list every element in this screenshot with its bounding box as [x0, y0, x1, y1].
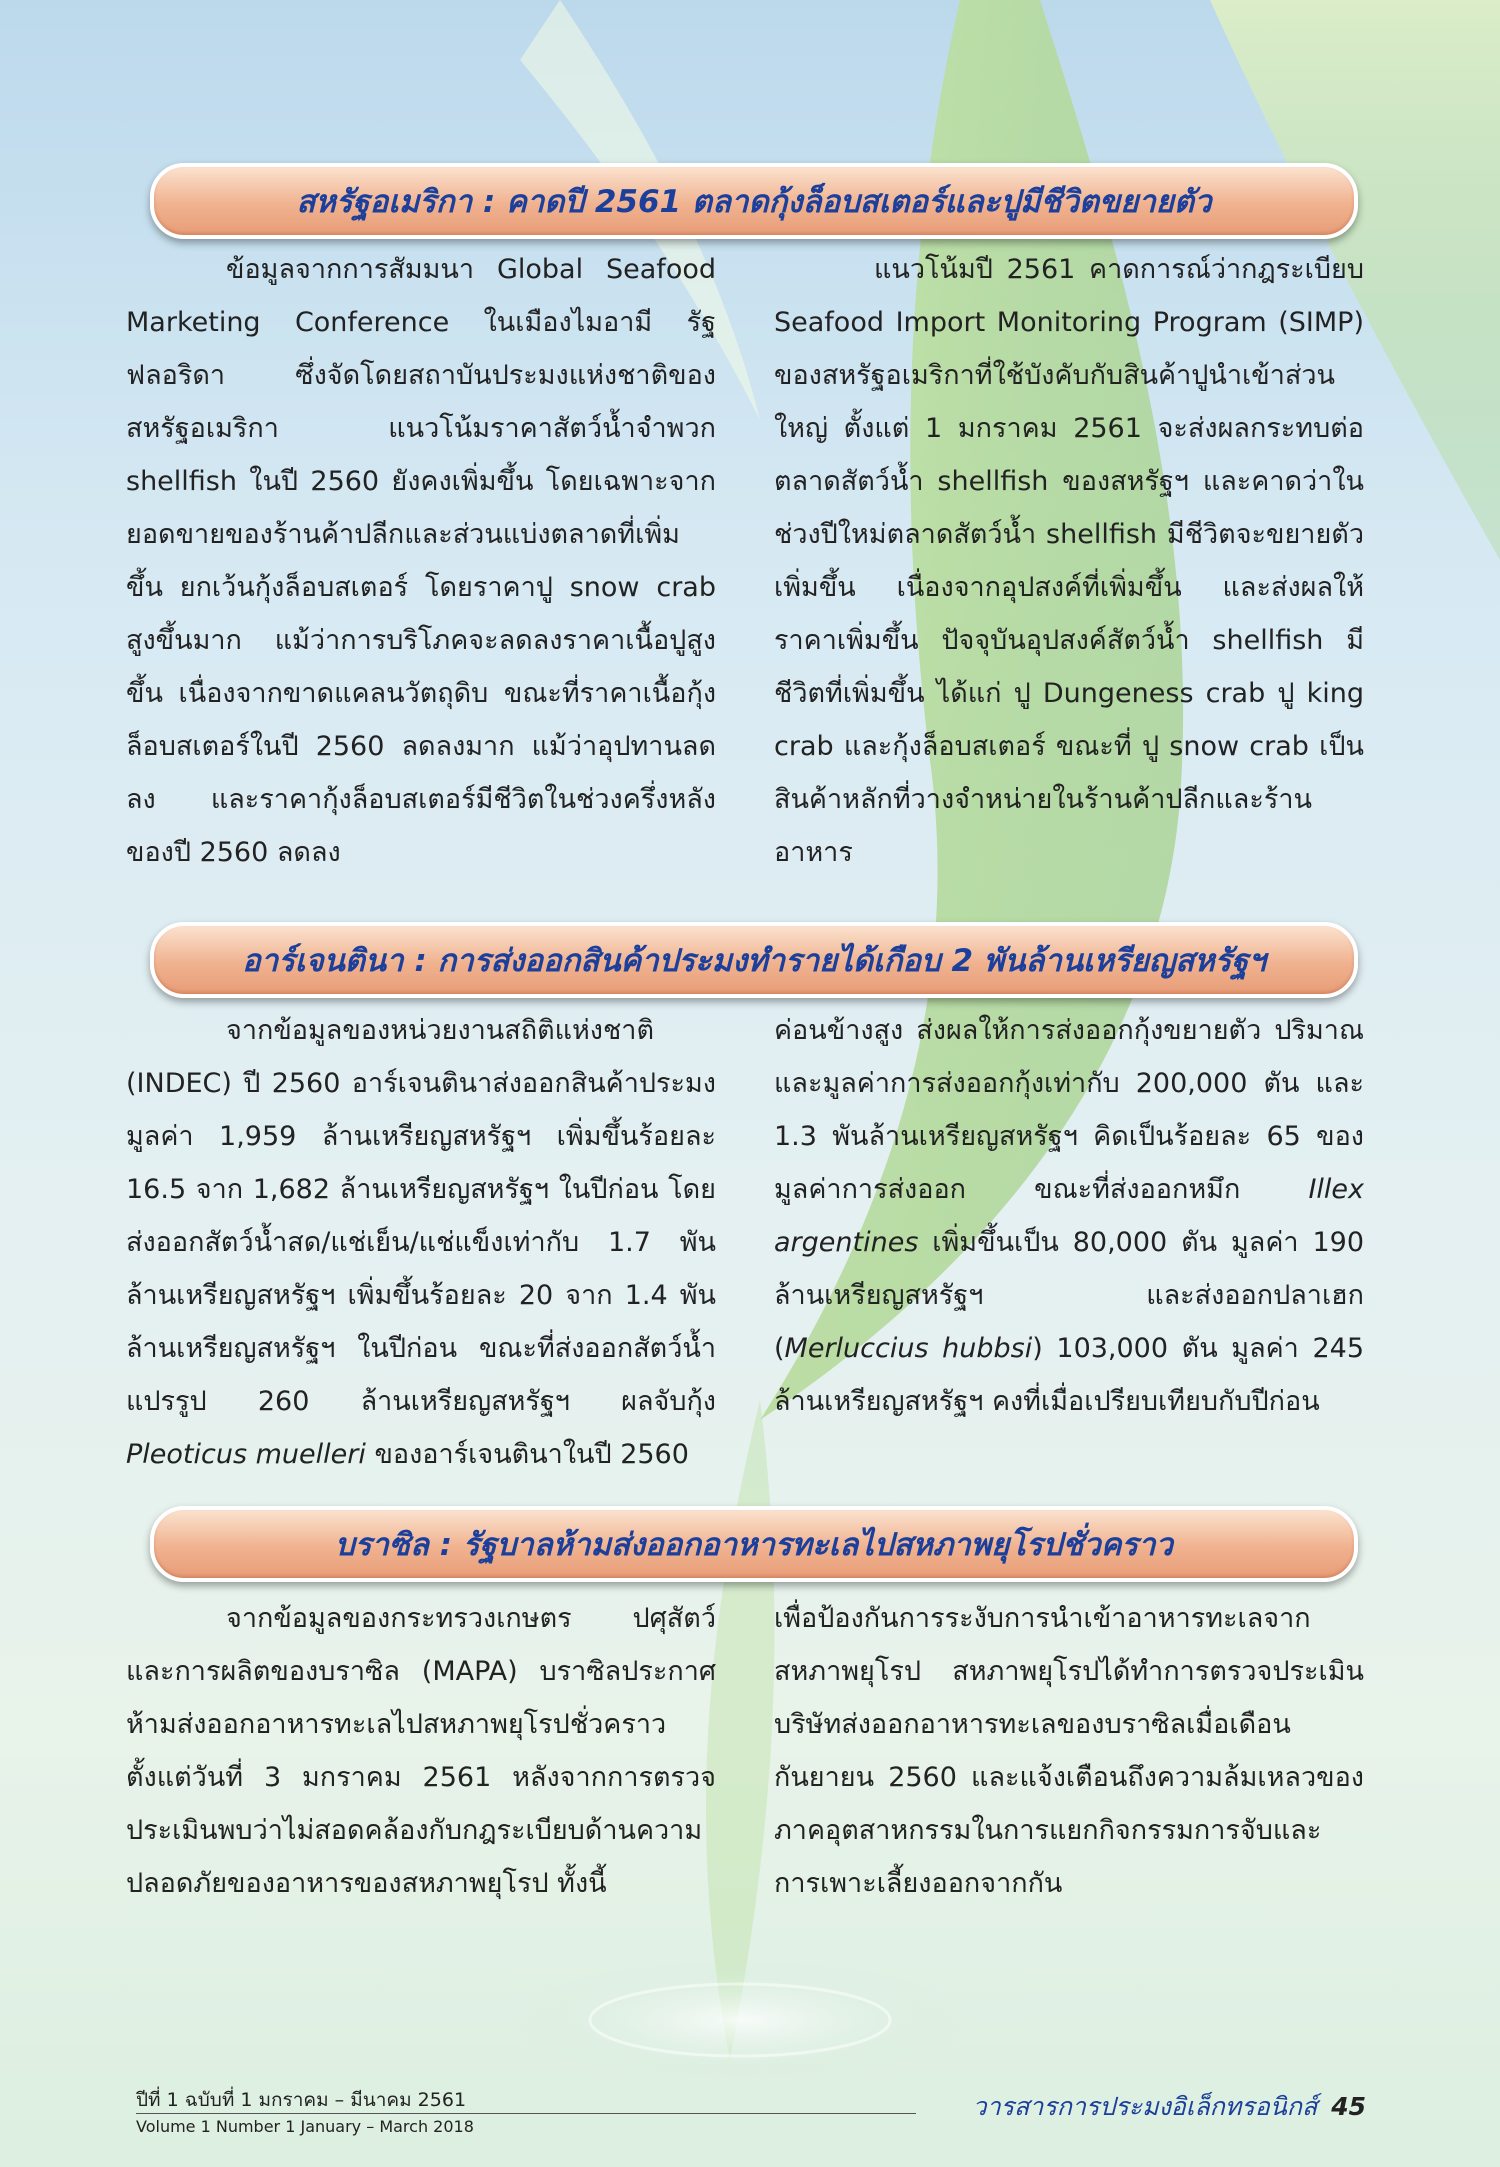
issue-thai: ปีที่ 1 ฉบับที่ 1 มกราคม – มีนาคม 2561 [136, 2089, 467, 2111]
usa-left-column [126, 243, 716, 879]
species-name: Illex argentines [774, 1174, 1364, 1258]
journal-name-and-page [973, 2087, 1366, 2127]
brazil-right-column [774, 1592, 1364, 1910]
text-run: เพิ่มขึ้นเป็น 80,000 ตัน มูลค่า 190 ล้านเหรียญสหรัฐฯ และส่งออกปลาเฮก ( [774, 1227, 1364, 1364]
species-name: Merluccius hubbsi [784, 1333, 1033, 1364]
argentina-left-column [126, 1004, 716, 1481]
brazil-left-paragraph: จากข้อมูลของกระทรวงเกษตร ปศุสัตว์ และการผลิตของบราซิล (MAPA) บราซิลประกาศห้ามส่งออกอาหารทะเลไปสหภาพยุโรปชั่วคราว ตั้งแต่วันที่ 3 มกราคม 2561 หลังจากการตรวจประเมินพบว่าไม่สอดคล้องกับกฎระเบียบด้านความปลอดภัยของอาหารของสหภาพยุโรป ทั้งนี้ [126, 1603, 716, 1899]
text-run: ) 103,000 ตัน มูลค่า 245 ล้านเหรียญสหรัฐฯ คงที่เมื่อเปรียบเทียบกับปีก่อน [774, 1333, 1364, 1417]
brazil-left-column [126, 1592, 716, 1910]
text-run: ของอาร์เจนตินาในปี 2560 [365, 1439, 689, 1470]
issue-english: Volume 1 Number 1 January – March 2018 [136, 2117, 474, 2136]
argentina-right-paragraph [774, 1004, 1364, 1428]
footer-divider [136, 2113, 916, 2114]
section-banner-usa [150, 163, 1358, 239]
usa-right-paragraph: แนวโน้มปี 2561 คาดการณ์ว่ากฎระเบียบ Seafood Import Monitoring Program (SIMP) ของสหรัฐอเมริกาที่ใช้บังคับกับสินค้าปูนำเข้าส่วนใหญ่ ตั้งแต่ 1 มกราคม 2561 จะส่งผลกระทบต่อตลาดสัตว์น้ำ shellfish ของสหรัฐฯ และคาดว่าในช่วงปีใหม่ตลาดสัตว์น้ำ shellfish มีชีวิตจะขยายตัวเพิ่มขึ้น เนื่องจากอุปสงค์ที่เพิ่มขึ้น และส่งผลให้ ราคาเพิ่มขึ้น ปัจจุบันอุปสงค์สัตว์น้ำ shellfish มีชีวิตที่เพิ่มขึ้น ได้แก่ ปู Dungeness crab ปู king crab และกุ้งล็อบสเตอร์ ขณะที่ ปู snow crab เป็นสินค้าหลักที่วางจำหน่ายในร้านค้าปลีกและร้านอาหาร [774, 254, 1364, 868]
usa-left-paragraph: ข้อมูลจากการสัมมนา Global Seafood Marketing Conference ในเมืองไมอามี รัฐฟลอริดา ซึ่งจัดโดยสถาบันประมงแห่งชาติของสหรัฐอเมริกา แนวโน้มราคาสัตว์น้ำจำพวก shellfish ในปี 2560 ยังคงเพิ่มขึ้น โดยเฉพาะจากยอดขายของร้านค้าปลีกและส่วนแบ่งตลาดที่เพิ่มขึ้น ยกเว้นกุ้งล็อบสเตอร์ โดยราคาปู snow crab สูงขึ้นมาก แม้ว่าการบริโภคจะลดลงราคาเนื้อปูสูงขึ้น เนื่องจากขาดแคลนวัตถุดิบ ขณะที่ราคาเนื้อกุ้งล็อบสเตอร์ในปี 2560 ลดลงมาก แม้ว่าอุปทานลดลง และราคากุ้งล็อบสเตอร์มีชีวิตในช่วงครึ่งหลังของปี 2560 ลดลง [126, 254, 716, 868]
section-title-brazil: บราซิล : รัฐบาลห้ามส่งออกอาหารทะเลไปสหภาพยุโรปชั่วคราว [335, 1527, 1173, 1563]
page-footer [136, 2085, 1366, 2145]
text-run: จากข้อมูลของหน่วยงานสถิติแห่งชาติ (INDEC) ปี 2560 อาร์เจนตินาส่งออกสินค้าประมงมูลค่า 1,959 ล้านเหรียญสหรัฐฯ เพิ่มขึ้นร้อยละ 16.5 จาก 1,682 ล้านเหรียญสหรัฐฯ ในปีก่อน โดยส่งออกสัตว์น้ำสด/แช่เย็น/แช่แข็งเท่ากับ 1.7 พันล้านเหรียญสหรัฐฯ เพิ่มขึ้นร้อยละ 20 จาก 1.4 พันล้านเหรียญสหรัฐฯ ในปีก่อน ขณะที่ส่งออกสัตว์น้ำแปรรูป 260 ล้านเหรียญสหรัฐฯ ผลจับกุ้ง [126, 1015, 716, 1417]
page-number: 45 [1331, 2092, 1366, 2121]
usa-right-column [774, 243, 1364, 879]
brazil-right-paragraph: เพื่อป้องกันการระงับการนำเข้าอาหารทะเลจากสหภาพยุโรป สหภาพยุโรปได้ทำการตรวจประเมินบริษัทส่งออกอาหารทะเลของบราซิลเมื่อเดือนกันยายน 2560 และแจ้งเตือนถึงความล้มเหลวของภาคอุตสาหกรรมในการแยกกิจกรรมการจับและการเพาะเลี้ยงออกจากกัน [774, 1603, 1364, 1899]
journal-name: วารสารการประมงอิเล็กทรอนิกส์ [972, 2092, 1318, 2121]
text-run: ค่อนข้างสูง ส่งผลให้การส่งออกกุ้งขยายตัว ปริมาณและมูลค่าการส่งออกกุ้งเท่ากับ 200,000 ตัน และ 1.3 พันล้านเหรียญสหรัฐฯ คิดเป็นร้อยละ 65 ของมูลค่าการส่งออก ขณะที่ส่งออกหมึก [774, 1015, 1364, 1205]
section-title-usa: สหรัฐอเมริกา : คาดปี 2561 ตลาดกุ้งล็อบสเตอร์และปูมีชีวิตขยายตัว [296, 184, 1212, 220]
species-name: Pleoticus muelleri [126, 1439, 366, 1470]
section-title-argentina: อาร์เจนตินา : การส่งออกสินค้าประมงทำรายได้เกือบ 2 พันล้านเหรียญสหรัฐฯ [242, 943, 1266, 979]
section-banner-brazil [150, 1506, 1358, 1582]
section-banner-argentina [150, 922, 1358, 998]
argentina-left-paragraph [126, 1004, 716, 1481]
argentina-right-column [774, 1004, 1364, 1428]
